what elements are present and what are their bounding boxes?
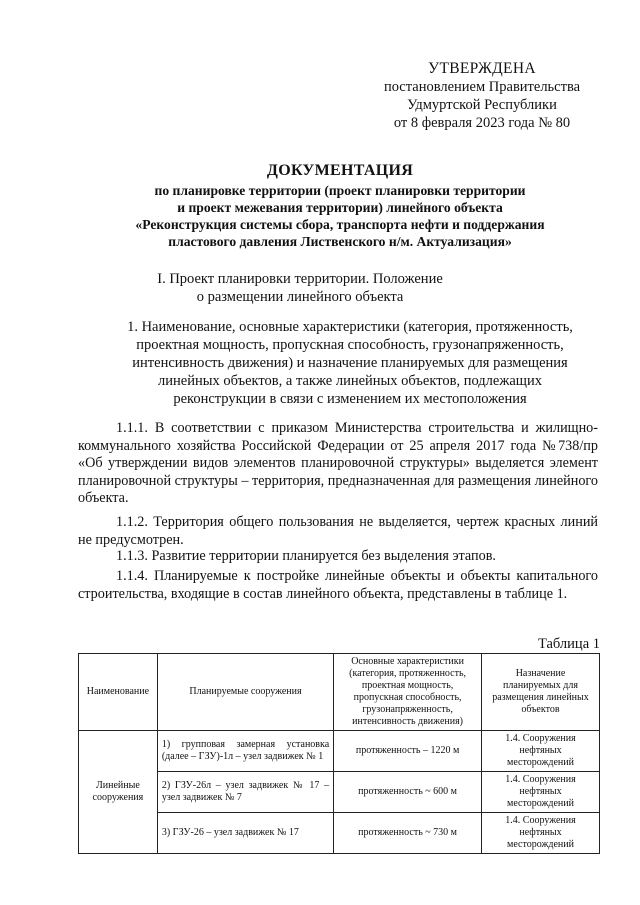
paragraph-1-1-4: 1.1.4. Планируемые к постройке линейные объекты и объекты капитального строительства, входящие в состав линейного объекта, представлены в таблице 1. [78, 568, 598, 602]
subsection-heading-line: интенсивность движения) и назначение планируемых для размещения [132, 355, 568, 371]
document-subtitle-line: «Реконструкция системы сбора, транспорта нефти и поддержания [135, 217, 545, 232]
table-row [79, 731, 600, 772]
document-subtitle-line: по планировке территории (проект планировки территории [154, 183, 526, 198]
header-structures: Планируемые сооружения [157, 654, 333, 731]
section-heading [140, 270, 460, 306]
document-title: ДОКУМЕНТАЦИЯ [266, 162, 414, 179]
document-title-block [80, 162, 600, 250]
subsection-heading-line: 1. Наименование, основные характеристики (категория, протяженность, [127, 319, 573, 335]
paragraph-1-1-2: 1.1.2. Территория общего пользования не выделяется, чертеж красных линий не предусмотрен. [78, 514, 598, 548]
table-caption: Таблица 1 [537, 636, 600, 652]
table-header-row [79, 654, 600, 731]
purpose-cell: 1.4. Сооружения нефтяных месторождений [482, 731, 600, 772]
header-name: Наименование [79, 654, 158, 731]
paragraph-1-1-1: 1.1.1. В соответствии с приказом Министерства строительства и жилищно-коммунального хозяйства Российской Федерации от 25 апреля 2017 года №738/пр «Об утверждении видов элементов планировочной структуры» выделяется элемент планировочной структуры – территория, предназначенная для размещения линейного объекта. [78, 420, 598, 506]
subsection-heading-line: проектная мощность, пропускная способность, грузонапряженность, [136, 337, 564, 353]
header-characteristics: Основные характеристики (категория, протяженность, проектная мощность, пропускная способность, грузонапряженность, интенсивность движения) [334, 654, 482, 731]
table-row [79, 772, 600, 813]
approval-line: Удмуртской Республики [407, 97, 557, 113]
table-row [79, 813, 600, 854]
subsection-heading-line: реконструкции в связи с изменением их местоположения [173, 391, 527, 407]
characteristic-cell: протяженность ~ 730 м [334, 813, 482, 854]
document-subtitle-line: пластового давления Лиственского н/м. Актуализация» [168, 234, 512, 249]
group-name-cell: Линейные сооружения [79, 731, 158, 854]
approval-line: от 8 февраля 2023 года № 80 [393, 115, 571, 131]
characteristic-cell: протяженность ~ 600 м [334, 772, 482, 813]
characteristic-cell: протяженность – 1220 м [334, 731, 482, 772]
approval-line: постановлением Правительства [383, 79, 581, 95]
header-purpose: Назначение планируемых для размещения линейных объектов [482, 654, 600, 731]
purpose-cell: 1.4. Сооружения нефтяных месторождений [482, 772, 600, 813]
section-heading-line: I. Проект планировки территории. Положение [157, 271, 443, 287]
purpose-cell: 1.4. Сооружения нефтяных месторождений [482, 813, 600, 854]
approval-title: УТВЕРЖДЕНА [428, 60, 536, 77]
subsection-heading-line: линейных объектов, а также линейных объектов, подлежащих [158, 373, 542, 389]
approval-stamp [372, 60, 592, 132]
structure-cell: 1) групповая замерная установка (далее – ГЗУ)-1л – узел задвижек № 1 [157, 731, 333, 772]
paragraph-1-1-3: 1.1.3. Развитие территории планируется без выделения этапов. [116, 548, 496, 564]
structure-cell: 3) ГЗУ-26 – узел задвижек № 17 [157, 813, 333, 854]
structures-table [78, 653, 600, 854]
structure-cell: 2) ГЗУ-26л – узел задвижек № 17 – узел задвижек № 7 [157, 772, 333, 813]
subsection-heading [100, 318, 600, 408]
document-subtitle-line: и проект межевания территории) линейного объекта [177, 200, 503, 215]
section-heading-line: о размещении линейного объекта [196, 289, 404, 305]
